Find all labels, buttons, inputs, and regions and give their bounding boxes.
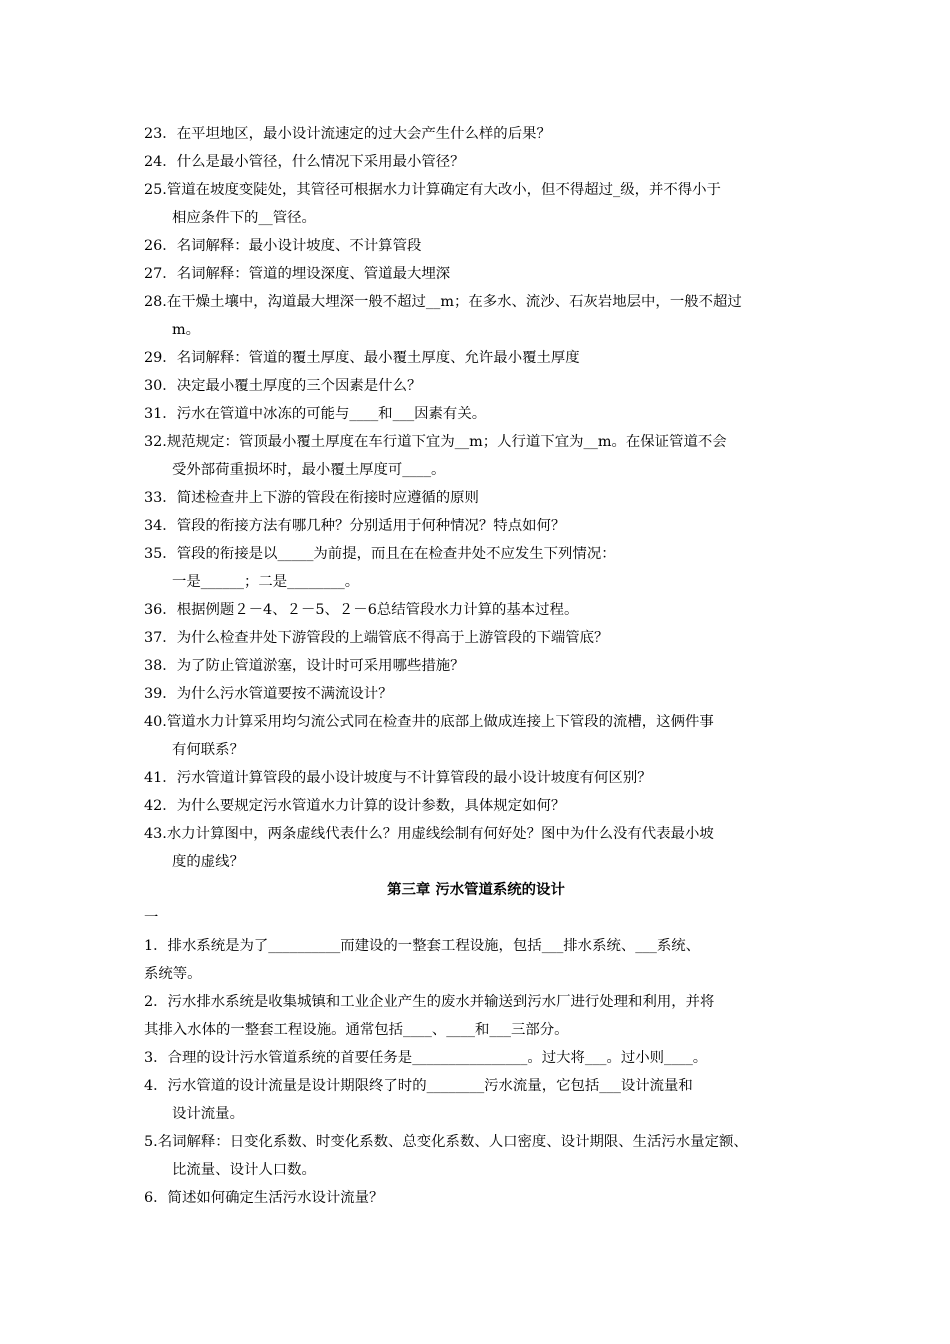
question-29	[144, 344, 808, 372]
question-text: 为什么污水管道要按不满流设计？	[176, 686, 393, 702]
question-number: 31．	[144, 406, 177, 422]
question-35-continuation: 一是______；二是________。	[172, 574, 360, 590]
question-text: 为什么检查井处下游管段的上端管底不得高于上游管段的下端管底？	[176, 630, 609, 646]
question-number: 42．	[144, 798, 177, 814]
question-32	[144, 428, 808, 456]
question-number: 4．	[144, 1078, 168, 1094]
question-number: 23．	[144, 126, 177, 142]
question-38	[144, 652, 808, 680]
question-4	[144, 1072, 808, 1100]
question-text: 污水管道计算管段的最小设计坡度与不计算管段的最小设计坡度有何区别？	[176, 770, 652, 786]
question-36	[144, 596, 808, 624]
question-text: 根据例题２－4、２－5、２－6总结管段水力计算的基本过程。	[176, 602, 579, 618]
question-text: 污水排水系统是收集城镇和工业企业产生的废水并输送到污水厂进行处理和利用，并将	[167, 994, 715, 1010]
question-34	[144, 512, 808, 540]
question-number: 26．	[144, 238, 177, 254]
question-text: 名词解释：最小设计坡度、不计算管段	[176, 238, 422, 254]
question-text: 名词解释：日变化系数、时变化系数、总变化系数、人口密度、设计期限、生活污水量定额、	[157, 1134, 748, 1150]
question-number: 40.	[144, 714, 167, 730]
question-1	[144, 932, 808, 960]
question-32-continuation: 受外部荷重损坏时，最小覆土厚度可____。	[172, 462, 446, 478]
question-2	[144, 988, 808, 1016]
question-3	[144, 1044, 808, 1072]
question-number: 27．	[144, 266, 177, 282]
question-text: 合理的设计污水管道系统的首要任务是________________。过大将___。过小则____。	[167, 1050, 708, 1066]
question-number: 6．	[144, 1190, 168, 1206]
question-39	[144, 680, 808, 708]
question-23	[144, 120, 808, 148]
question-41	[144, 764, 808, 792]
question-text: 水力计算图中，两条虚线代表什么？用虚线绘制有何好处？图中为什么没有代表最小坡	[166, 826, 714, 842]
question-4-continuation: 设计流量。	[172, 1106, 244, 1122]
question-31	[144, 400, 808, 428]
question-number: 37．	[144, 630, 177, 646]
question-number: 2．	[144, 994, 168, 1010]
question-text: 污水管道的设计流量是设计期限终了时的________污水流量，它包括___设计流量和	[167, 1078, 693, 1094]
question-number: 28.	[144, 294, 167, 310]
question-28-continuation: m。	[172, 322, 201, 338]
question-text: 简述如何确定生活污水设计流量？	[167, 1190, 384, 1206]
question-text: 规范规定：管顶最小覆土厚度在车行道下宜为__m；人行道下宜为__m。在保证管道不会	[166, 434, 727, 450]
question-number: 29．	[144, 350, 177, 366]
question-text: 名词解释：管道的覆土厚度、最小覆土厚度、允许最小覆土厚度	[176, 350, 580, 366]
question-text: 管段的衔接方法有哪几种？分别适用于何种情况？特点如何？	[176, 518, 566, 534]
question-37	[144, 624, 808, 652]
question-30	[144, 372, 808, 400]
question-number: 33．	[144, 490, 177, 506]
question-28	[144, 288, 808, 316]
question-text: 排水系统是为了__________而建设的一整套工程设施，包括___排水系统、___系统、	[167, 938, 701, 954]
question-number: 24．	[144, 154, 177, 170]
question-number: 39．	[144, 686, 177, 702]
question-text: 什么是最小管径，什么情况下采用最小管径？	[176, 154, 465, 170]
question-25	[144, 176, 808, 204]
question-2-tail: 其排入水体的一整套工程设施。通常包括____、____和___三部分。	[144, 1022, 569, 1038]
question-number: 38．	[144, 658, 177, 674]
section-mark: 一	[144, 910, 159, 926]
question-25-continuation: 相应条件下的__管径。	[172, 210, 316, 226]
question-number: 43.	[144, 826, 167, 842]
question-35	[144, 540, 808, 568]
question-number: 32.	[144, 434, 167, 450]
question-text: 简述检查井上下游的管段在衔接时应遵循的原则	[176, 490, 479, 506]
question-text: 管段的衔接是以_____为前提，而且在在检查井处不应发生下列情况：	[176, 546, 616, 562]
question-43-continuation: 度的虚线？	[172, 854, 244, 870]
question-5-continuation: 比流量、设计人口数。	[172, 1162, 316, 1178]
question-text: 在平坦地区，最小设计流速定的过大会产生什么样的后果？	[176, 126, 551, 142]
question-26	[144, 232, 808, 260]
question-1-tail: 系统等。	[144, 966, 202, 982]
question-number: 3．	[144, 1050, 168, 1066]
question-number: 1．	[144, 938, 168, 954]
question-text: 管道在坡度变陡处，其管径可根据水力计算确定有大改小，但不得超过_级，并不得小于	[166, 182, 721, 198]
question-text: 名词解释：管道的埋设深度、管道最大埋深	[176, 266, 451, 282]
question-40-continuation: 有何联系？	[172, 742, 244, 758]
question-text: 为什么要规定污水管道水力计算的设计参数，具体规定如何？	[176, 798, 566, 814]
question-text: 在干燥土壤中，沟道最大埋深一般不超过__m；在多水、流沙、石灰岩地层中，一般不超过	[166, 294, 742, 310]
question-text: 污水在管道中冰冻的可能与____和___因素有关。	[176, 406, 487, 422]
question-number: 41．	[144, 770, 177, 786]
question-number: 36．	[144, 602, 177, 618]
question-text: 管道水力计算采用均匀流公式同在检查井的底部上做成连接上下管段的流槽，这俩件事	[166, 714, 714, 730]
question-24	[144, 148, 808, 176]
question-33	[144, 484, 808, 512]
question-40	[144, 708, 808, 736]
question-number: 5.	[144, 1134, 158, 1150]
question-6	[144, 1184, 808, 1212]
question-number: 35．	[144, 546, 177, 562]
question-42	[144, 792, 808, 820]
question-5	[144, 1128, 808, 1156]
question-43	[144, 820, 808, 848]
question-text: 为了防止管道淤塞，设计时可采用哪些措施？	[176, 658, 465, 674]
question-number: 25.	[144, 182, 167, 198]
chapter-title: 第三章 污水管道系统的设计	[387, 881, 565, 898]
question-number: 34．	[144, 518, 177, 534]
question-27	[144, 260, 808, 288]
question-text: 决定最小覆土厚度的三个因素是什么？	[176, 378, 422, 394]
question-number: 30．	[144, 378, 177, 394]
